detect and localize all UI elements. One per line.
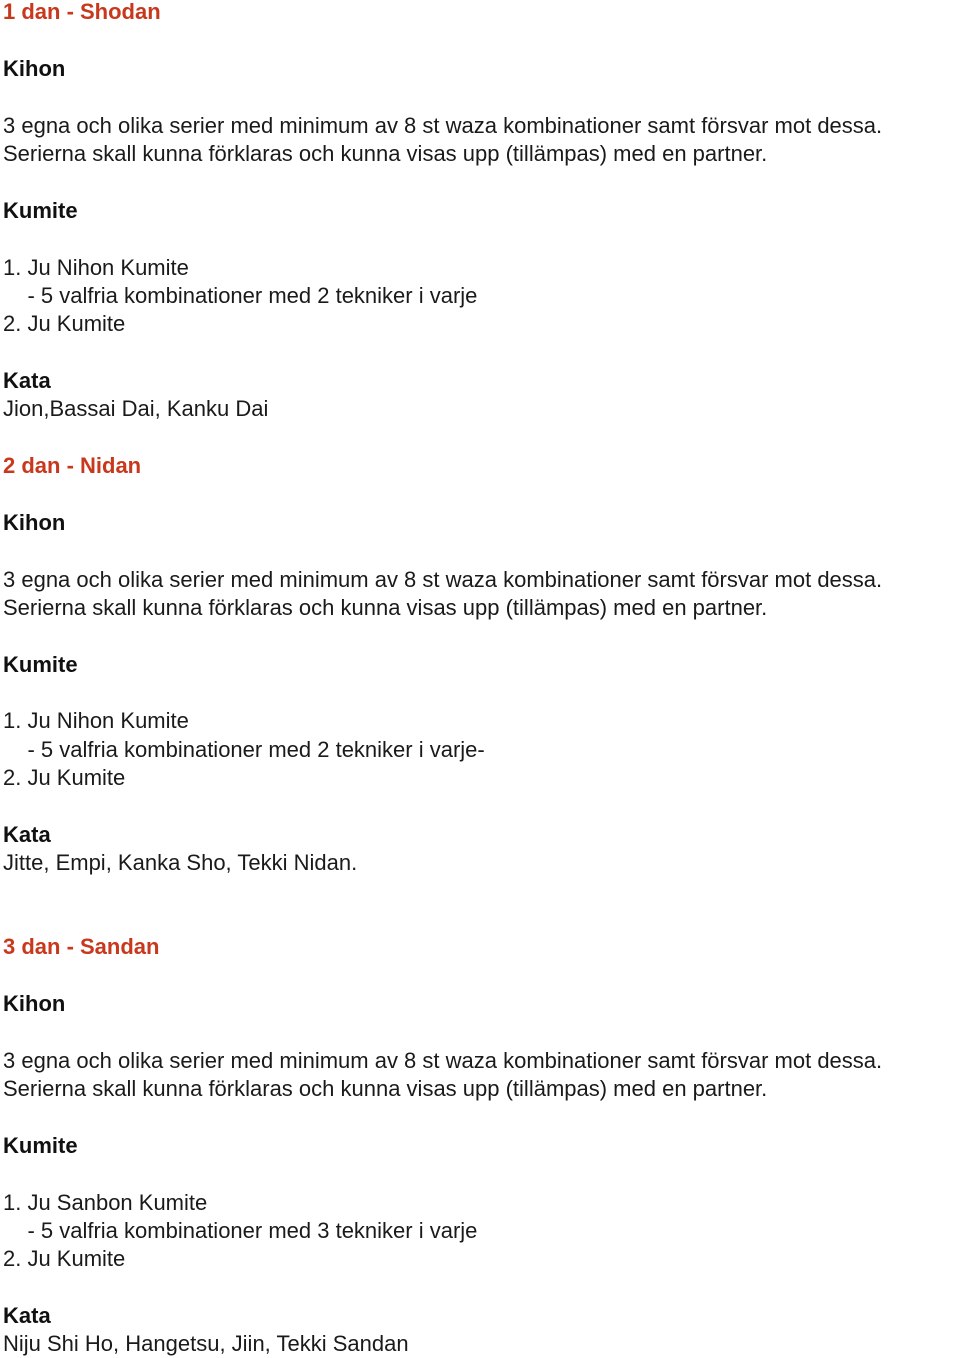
kata-text: Jion,Bassai Dai, Kanku Dai [3, 396, 269, 421]
kihon-text-line: 3 egna och olika serier med minimum av 8 st waza kombinationer samt försvar mot dessa. [3, 113, 883, 138]
kihon-text-line: 3 egna och olika serier med minimum av 8 st waza kombinationer samt försvar mot dessa. [3, 567, 883, 592]
kihon-text-line: Serierna skall kunna förklaras och kunna visas upp (tillämpas) med en partner. [3, 141, 768, 166]
kumite-text-line: 1. Ju Nihon Kumite [3, 255, 189, 280]
kumite-text-line: 2. Ju Kumite [3, 1246, 126, 1271]
kumite-text-line: 2. Ju Kumite [3, 311, 126, 336]
kumite-text-line: 1. Ju Nihon Kumite [3, 708, 189, 733]
kumite-text-line: - 5 valfria kombinationer med 3 tekniker i varje [3, 1218, 478, 1243]
section-title: 1 dan - Shodan [3, 0, 161, 24]
kata-text: Niju Shi Ho, Hangetsu, Jiin, Tekki Sandan [3, 1331, 409, 1356]
kihon-text-line: Serierna skall kunna förklaras och kunna visas upp (tillämpas) med en partner. [3, 1076, 768, 1101]
kumite-text-line: 1. Ju Sanbon Kumite [3, 1190, 208, 1215]
kumite-text-line: 2. Ju Kumite [3, 765, 126, 790]
kihon-text-line: Serierna skall kunna förklaras och kunna visas upp (tillämpas) med en partner. [3, 595, 768, 620]
kihon-heading: Kihon [3, 510, 66, 535]
kumite-text-line: - 5 valfria kombinationer med 2 tekniker i varje [3, 283, 478, 308]
kata-heading: Kata [3, 822, 51, 847]
section-title: 3 dan - Sandan [3, 934, 160, 959]
kihon-heading: Kihon [3, 991, 66, 1016]
kihon-heading: Kihon [3, 56, 66, 81]
kumite-heading: Kumite [3, 198, 78, 223]
kumite-text-line: - 5 valfria kombinationer med 2 tekniker i varje- [3, 737, 485, 762]
kihon-text-line: 3 egna och olika serier med minimum av 8 st waza kombinationer samt försvar mot dessa. [3, 1048, 883, 1073]
kumite-heading: Kumite [3, 1133, 78, 1158]
kumite-heading: Kumite [3, 652, 78, 677]
kata-heading: Kata [3, 1303, 51, 1328]
section-title: 2 dan - Nidan [3, 453, 142, 478]
kata-text: Jitte, Empi, Kanka Sho, Tekki Nidan. [3, 850, 358, 875]
kata-heading: Kata [3, 368, 51, 393]
